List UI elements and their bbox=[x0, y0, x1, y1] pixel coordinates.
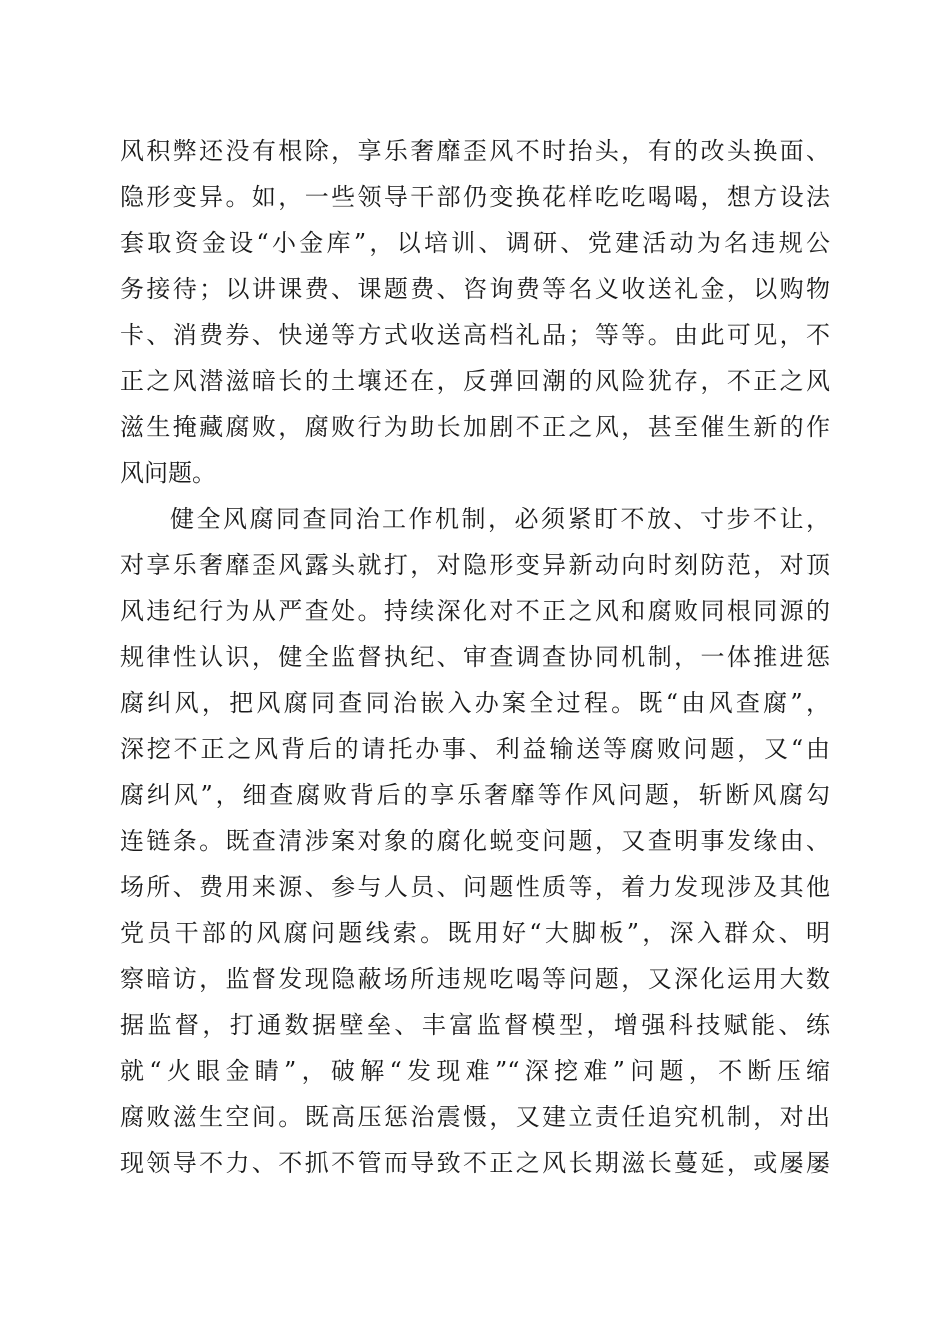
text-line: 正之风潜滋暗长的土壤还在，反弹回潮的风险犹存，不正之风 bbox=[120, 367, 830, 395]
text-line: 风违纪行为从严查处。持续深化对不正之风和腐败同根同源的 bbox=[120, 597, 830, 625]
text-line: 规律性认识，健全监督执纪、审查调查协同机制，一体推进惩 bbox=[120, 643, 830, 671]
text-line: 隐形变异。如，一些领导干部仍变换花样吃吃喝喝，想方设法 bbox=[120, 183, 830, 211]
text-line: 党员干部的风腐问题线索。既用好“大脚板”，深入群众、明 bbox=[120, 919, 830, 947]
document-body bbox=[120, 128, 830, 1186]
text-line: 场所、费用来源、参与人员、问题性质等，着力发现涉及其他 bbox=[120, 873, 830, 901]
text-line: 滋生掩藏腐败，腐败行为助长加剧不正之风，甚至催生新的作 bbox=[120, 413, 830, 441]
text-line: 现领导不力、不抓不管而导致不正之风长期滋长蔓延，或屡屡 bbox=[120, 1149, 830, 1177]
text-line: 腐纠风，把风腐同查同治嵌入办案全过程。既“由风查腐”， bbox=[120, 689, 830, 717]
text-line: 腐纠风”，细查腐败背后的享乐奢靡等作风问题，斩断风腐勾 bbox=[120, 781, 830, 809]
text-line: 就“火眼金睛”，破解“发现难”“深挖难”问题，不断压缩 bbox=[120, 1057, 830, 1085]
text-line: 套取资金设“小金库”，以培训、调研、党建活动为名违规公 bbox=[120, 229, 830, 257]
paragraph-2 bbox=[120, 496, 830, 1186]
text-line: 务接待；以讲课费、课题费、咨询费等名义收送礼金，以购物 bbox=[120, 275, 830, 303]
text-line: 对享乐奢靡歪风露头就打，对隐形变异新动向时刻防范，对顶 bbox=[120, 551, 830, 579]
text-line: 健全风腐同查同治工作机制，必须紧盯不放、寸步不让， bbox=[170, 505, 830, 533]
text-line: 连链条。既查清涉案对象的腐化蜕变问题，又查明事发缘由、 bbox=[120, 827, 830, 855]
paragraph-1 bbox=[120, 128, 830, 496]
text-line: 腐败滋生空间。既高压惩治震慑，又建立责任追究机制，对出 bbox=[120, 1103, 830, 1131]
text-line: 风积弊还没有根除，享乐奢靡歪风不时抬头，有的改头换面、 bbox=[120, 137, 830, 165]
text-line: 风问题。 bbox=[120, 459, 216, 487]
text-line: 察暗访，监督发现隐蔽场所违规吃喝等问题，又深化运用大数 bbox=[120, 965, 830, 993]
text-line: 据监督，打通数据壁垒、丰富监督模型，增强科技赋能、练 bbox=[120, 1011, 830, 1039]
text-line: 深挖不正之风背后的请托办事、利益输送等腐败问题，又“由 bbox=[120, 735, 830, 763]
text-line: 卡、消费券、快递等方式收送高档礼品；等等。由此可见，不 bbox=[120, 321, 830, 349]
